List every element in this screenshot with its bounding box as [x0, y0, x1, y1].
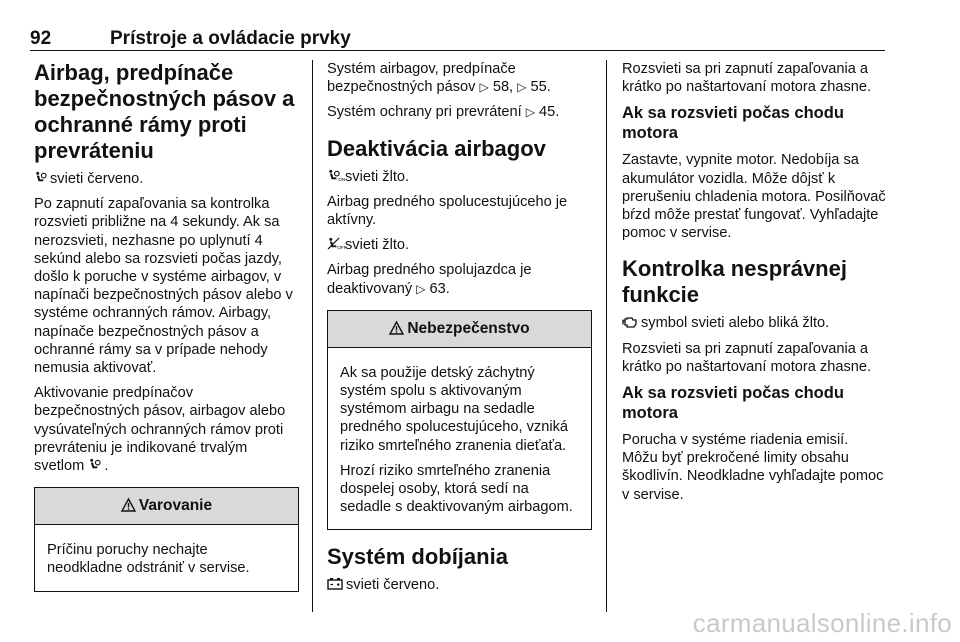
danger-text-1: Ak sa použije detský záchytný systém spolu s aktivovaným systémom airbagu na sedadle predného spolucestujúceho, vzniká riziko smrteľného zranenia dieťaťa. — [340, 364, 568, 454]
reference-airbag-system: Systém airbagov, predpínače bezpečnostných pásov ▷ 58, ▷ 55. — [327, 61, 551, 96]
column-1 — [34, 60, 299, 606]
warning-text: Príčinu poruchy nechajte neodkladne odstrániť v servise. — [47, 542, 250, 577]
warning-triangle-icon — [389, 321, 404, 335]
svg-text:OFF: OFF — [337, 245, 347, 251]
warning-box-header: Varovanie — [35, 488, 298, 525]
page-ref-arrow-icon: ▷ — [525, 105, 535, 120]
page-header — [30, 28, 885, 51]
malfunction-status: symbol svieti alebo bliká žlto. — [622, 314, 887, 332]
watermark: carmanualsonline.info — [692, 608, 952, 638]
airbag-on-status: ON svieti žlto. — [327, 168, 592, 186]
warning-box — [34, 487, 299, 591]
airbag-deactivated-text: Airbag predného spolujazdca je deaktivovaný ▷ 63. — [327, 262, 532, 297]
section-heading-airbag-deactivation: Deaktivácia airbagov — [327, 135, 546, 161]
column-divider — [606, 60, 607, 612]
reference-rollover-system: Systém ochrany pri prevrátení ▷ 45. — [327, 104, 560, 121]
chapter-title: Prístroje a ovládacie prvky — [110, 28, 351, 49]
danger-text-2: Hrozí riziko smrteľného zranenia dospelej osoby, ktorá sedí na sedadle s deaktivovaným airbagom. — [340, 462, 573, 516]
passenger-airbag-on-icon — [327, 169, 346, 182]
page-number: 92 — [30, 28, 52, 49]
engine-icon — [622, 315, 638, 328]
danger-box-header: Nebezpečenstvo — [328, 311, 591, 348]
subheading-engine-running-2: Ak sa rozsvieti počas chodu motora — [622, 384, 844, 423]
section-heading-airbag: Airbag, predpínače bezpečnostných pásov a ochranné rámy proti prevráteniu — [34, 60, 295, 163]
airbag-icon — [34, 171, 47, 184]
airbag-off-status: OFF svieti žlto. — [327, 236, 592, 254]
malfunction-text-1: Rozsvieti sa pri zapnutí zapaľovania a krátko po naštartovaní motora zhasne. — [622, 340, 872, 375]
passenger-airbag-off-icon — [327, 237, 347, 251]
airbag-active-text: Airbag predného spolucestujúceho je aktívny. — [327, 193, 568, 229]
page-ref-arrow-icon: ▷ — [517, 80, 527, 95]
page-ref-arrow-icon: ▷ — [416, 281, 426, 296]
malfunction-text-2: Porucha v systéme riadenia emisií. Môžu byť prekročené limity obsahu škodlivín. Neodkladne vyhľadajte pomoc v servise. — [622, 432, 884, 503]
section-heading-charging-system: Systém dobíjania — [327, 544, 508, 570]
battery-icon — [327, 577, 343, 590]
charging-status: svieti červeno. — [327, 576, 592, 594]
column-2 — [327, 60, 592, 602]
column-3 — [622, 60, 887, 511]
page-ref-arrow-icon: ▷ — [479, 80, 489, 95]
svg-text:ON: ON — [338, 176, 346, 182]
section-heading-malfunction-indicator: Kontrolka nesprávnej funkcie — [622, 256, 847, 308]
subheading-engine-running-1: Ak sa rozsvieti počas chodu motora — [622, 104, 844, 143]
airbag-status-line: svieti červeno. — [34, 170, 299, 188]
charging-text-2: Zastavte, vypnite motor. Nedobíja sa akumulátor vozidla. Môže dôjsť k prerušeniu chladenia motora. Posilňovač bŕzd môže prestať fungovať. Vyhľadajte pomoc v servise. — [622, 152, 886, 242]
charging-text-1: Rozsvieti sa pri zapnutí zapaľovania a krátko po naštartovaní motora zhasne. — [622, 61, 872, 96]
airbag-paragraph-1: Po zapnutí zapaľovania sa kontrolka rozsvieti približne na 4 sekundy. Ak sa nerozsvieti, nezhasne po uplynutí 4 sekúnd alebo sa rozsvieti počas jazdy, došlo k poruche v systéme airbagov, v napínači bezpečnostných pásov alebo v systéme ochranných rámov. Airbagy, napínače bezpečnostných pásov a ochranné rámy sa v prípade nehody nemusia aktivovať. — [34, 196, 293, 377]
column-divider — [312, 60, 313, 612]
warning-triangle-icon — [121, 498, 136, 512]
danger-box — [327, 310, 592, 531]
airbag-paragraph-2: Aktivovanie predpínačov bezpečnostných pásov, airbagov alebo vysúvateľných ochranných rámov proti prevráteniu je indikované trvalým svetlom . — [34, 385, 286, 475]
airbag-icon — [88, 458, 101, 471]
